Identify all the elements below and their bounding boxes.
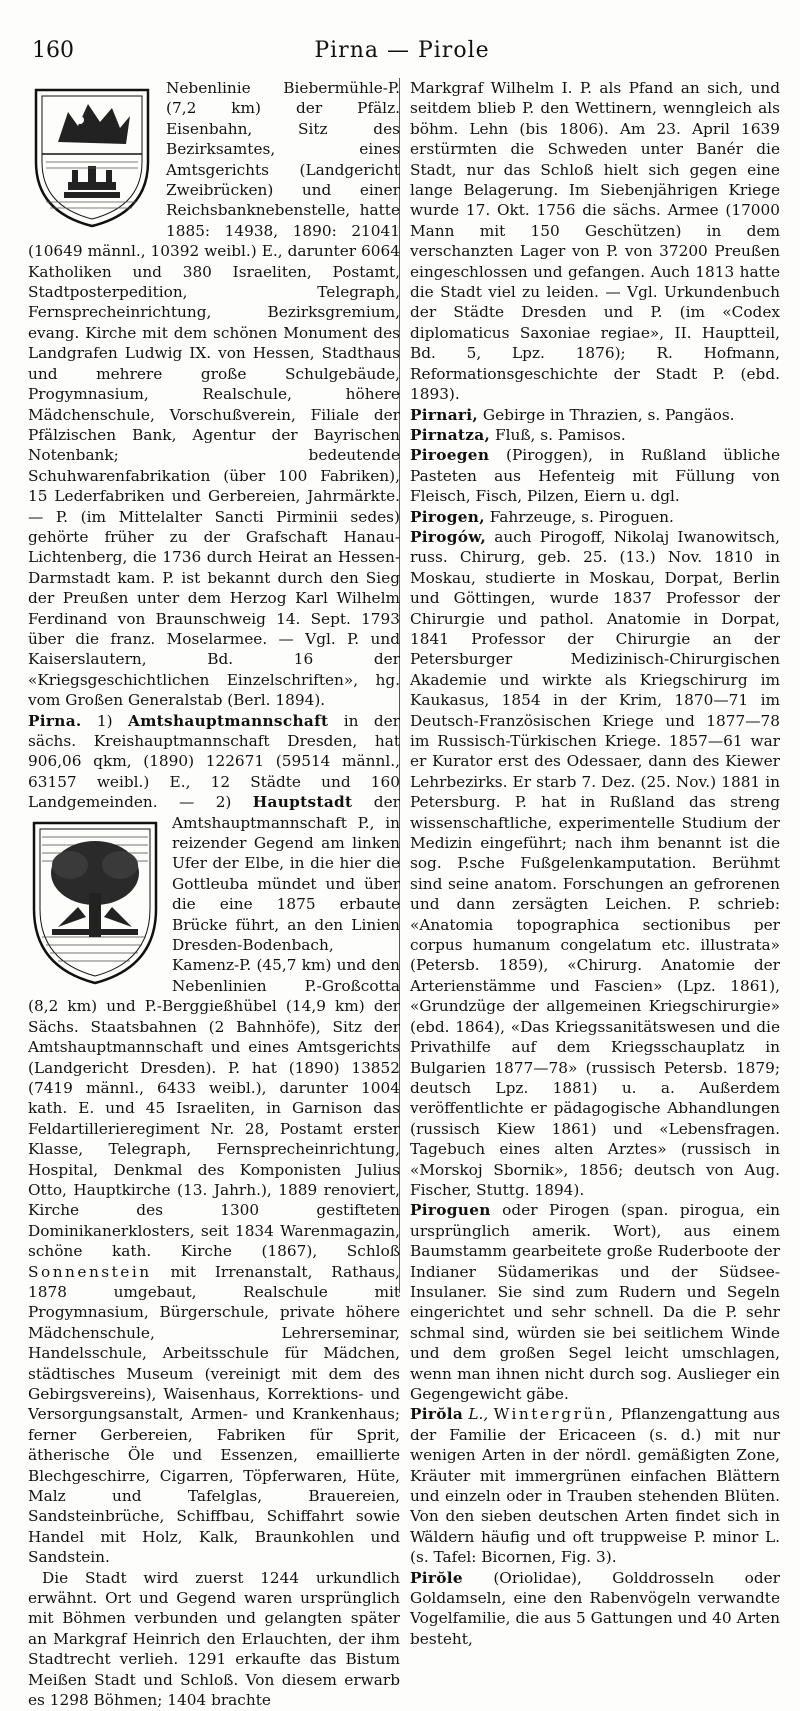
subheading-hauptstadt: Hauptstadt: [252, 793, 353, 812]
page-title: Pirna — Pirole: [314, 38, 490, 63]
pirna-entry: [28, 711, 400, 1568]
headword-piroegen: Piroegen: [410, 446, 490, 465]
pirnatza-text: Fluß, s. Pamisos.: [494, 425, 626, 444]
pirnatza-entry: [410, 425, 780, 445]
headword-pirole: Pirŏle: [410, 1568, 463, 1587]
pirola-author: L.,: [468, 1405, 489, 1424]
pirna-coat-of-arms: [28, 817, 162, 987]
pirola-text: Pflanzengattung aus der Familie der Ericaceen (s. d.) mit nur wenigen Arten in der nördl. gemäßigten Zone, Kräuter mit immergrünen einfachen Blättern und einzeln oder in Trauben stehenden Blüten. Von den sieben deutschen Arten findet sich in Wäldern häufig und oft truppweise P. minor L. (s. Tafel: Bicornen, Fig. 3).: [410, 1405, 780, 1567]
pirna-text-3: mit Irrenanstalt, Rathaus, 1878 umgebaut, Realschule mit Progymnasium, Bürgerschule, private höhere Mädchenschule, Lehrerseminar, Handelsschule, Arbeitsschule für Mädchen, städtisches Museum (vereinigt mit dem des Gebirgsvereins), Waisenhaus, Korrektions- und Versorgungsanstalt, Armen- und Krankenhaus; ferner Gerbereien, Fabriken für Sprit, ätherische Öle und Essenzen, emaillierte Blechgeschirre, Cigarren, Töpferwaren, Hüte, Malz und Tafelglas, Brauereien, Sandsteinbrüche, Schiffbau, Schiffahrt sowie Handel mit Holz, Kalk, Braunkohlen und Sandstein.: [28, 1262, 400, 1567]
pirnari-text: Gebirge in Thrazien, s. Pangäos.: [482, 405, 735, 424]
sense-number: 1): [96, 711, 113, 730]
left-column: [28, 78, 400, 1710]
pirola-entry: [410, 1404, 780, 1567]
pirmasens-entry-text: Nebenlinie Biebermühle-P. (7,2 km) der Pfälz. Eisenbahn, Sitz des Bezirksamtes, eines Amtsgerichts (Landgericht Zweibrücken) und einer Reichsbanknebenstelle, hatte 1885: 14938, 1890: 21041 (10649 männl., 10392 weibl.) E., darunter 6064 Katholiken und 380 Israeliten, Postamt, Stadtposterpedition, Telegraph, Fernsprecheinrichtung, Bezirksgremium, evang. Kirche mit dem schönen Monument des Landgrafen Ludwig IX. von Hessen, Stadthaus und mehrere große Schulgebäude, Progymnasium, Realschule, höhere Mädchenschule, Vorschußverein, Filiale der Pfälzischen Bank, Agentur der Bayrischen Notenbank; bedeutende Schuhwarenfabrikation (über 100 Fabriken), 15 Lederfabriken und Gerbereien, Jahrmärkte. — P. (im Mittelalter Sancti Pirminii sedes) gehörte früher zu der Grafschaft Hanau-Lichtenberg, die 1736 durch Heirat an Hessen-Darmstadt kam. P. ist bekannt durch den Sieg der Preußen unter dem Herzog Karl Wilhelm Ferdinand von Braunschweig 14. Sept. 1793 über die franz. Moselarmee. — Vgl. P. und Kaiserslautern, Bd. 16 der «Kriegsgeschichtlichen Einzelschriften», hg. vom Großen Generalstab (Berl. 1894).: [28, 79, 400, 710]
headword-pirogow: Pirogów,: [410, 527, 487, 546]
pirogen-entry: [410, 507, 780, 527]
piroguen-entry: [410, 1200, 780, 1404]
headword-piroguen: Piroguen: [410, 1201, 491, 1220]
pirole-entry: [410, 1568, 780, 1650]
headword-pirnari: Pirnari,: [410, 405, 479, 424]
pirola-common-name: Wintergrün,: [493, 1405, 616, 1424]
pirna-history: Die Stadt wird zuerst 1244 urkundlich erwähnt. Ort und Gegend waren ursprünglich mit Böhmen verbunden und gelangten später an Markgraf Heinrich den Erlauchten, der ihm Stadtrecht verlieh. 1291 erkaufte das Bistum Meißen Stadt und Schloß. Von diesem erwarb es 1298 Böhmen; 1404 brachte: [28, 1568, 400, 1710]
page-number: 160: [32, 38, 74, 63]
headword-pirola: Pirŏla: [410, 1405, 464, 1424]
pirna-text-1: in der sächs. Kreishauptmannschaft Dresden, hat 906,06 qkm, (1890) 122671 (59514 männl., 63157 weibl.) E., 12 Städte und 160 Landgemeinden. — 2): [28, 711, 400, 812]
pirna-text-2: der Amtshauptmannschaft P., in reizender Gegend am linken Ufer der Elbe, in die hier die Gottleuba mündet und über die eine 1875 erbaute Brücke führt, an den Linien Dresden-Bodenbach, Kamenz-P. (45,7 km) und den Nebenlinien P.-Großcotta (8,2 km) und P.-Berggießhübel (14,9 km) der Sächs. Staatsbahnen (2 Bahnhöfe), Sitz der Amtshauptmannschaft und eines Amtsgerichts (Landgericht Dresden). P. hat (1890) 13852 (7419 männl., 6433 weibl.), darunter 1004 kath. E. und 45 Israeliten, in Garnison das Feldartillerieregiment Nr. 28, Postamt erster Klasse, Telegraph, Fernsprecheinrichtung, Hospital, Denkmal des Komponisten Julius Otto, Hauptkirche (13. Jahrh.), 1889 renoviert, Kirche des 1300 gestifteten Dominikanerklosters, seit 1834 Warenmagazin, schöne kath. Kirche (1867), Schloß: [28, 793, 400, 1261]
page-header: [32, 38, 772, 68]
headword-pirna: Pirna.: [28, 711, 82, 730]
pirogow-entry: [410, 527, 780, 1200]
sonnenstein-term: Sonnenstein: [28, 1262, 152, 1281]
pirogen-text: Fahrzeuge, s. Piroguen.: [489, 507, 674, 526]
pirmasens-coat-of-arms: [28, 82, 156, 230]
pirogow-text: auch Pirogoff, Nikolaj Iwanowitsch, russ. Chirurg, geb. 25. (13.) Nov. 1810 in Moskau, studierte in Moskau, Dorpat, Berlin und Göttingen, wurde 1837 Professor der Chirurgie und pathol. Anatomie in Dorpat, 1841 Professor der Chirurgie an der Petersburger Medizinisch-Chirurgischen Akademie und wirkte als Kriegschirurg im Kaukasus, 1854 in der Krim, 1870—71 im Deutsch-Französischen Kriege und 1877—78 im Russisch-Türkischen Kriege. 1857—61 war er Kurator erst des Odessaer, dann des Kiewer Lehrbezirks. Er starb 7. Dez. (25. Nov.) 1881 in Petersburg. P. hat in Rußland das streng wissenschaftliche, experimentelle Studium der Medizin eingeführt; nach ihm benannt ist die sog. P.sche Fußgelenkamputation. Berühmt sind seine anatom. Forschungen an gefrorenen und dann zersägten Leichen. P. schrieb: «Anatomia topographica sectionibus per corpus humanum congelatum etc. illustrata» (Petersb. 1859), «Chirurg. Anatomie der Arterienstämme und Fascien» (Lpz. 1861), «Grundzüge der allgemeinen Kriegschirurgie» (ebd. 1864), «Das Kriegssanitätswesen und die Privathilfe auf dem Kriegsschauplatz in Bulgarien 1877—78» (russisch Petersb. 1879; deutsch Lpz. 1881) u. a. Außerdem veröffentlichte er pädagogische Abhandlungen (russisch Kiew 1861) und «Lebensfragen. Tagebuch eines alten Arztes» (russisch in «Morskoj Sbornik», 1856; deutsch von Aug. Fischer, Stuttg. 1894).: [410, 527, 780, 1199]
piroegen-text: (Piroggen), in Rußland übliche Pasteten aus Hefenteig mit Füllung von Fleisch, Fisch, Pilzen, Eiern u. dgl.: [410, 446, 780, 506]
subheading-amtshauptmannschaft: Amtshauptmannschaft: [128, 711, 329, 730]
piroegen-entry: [410, 445, 780, 506]
pirnari-entry: [410, 405, 780, 425]
headword-pirnatza: Pirnatza,: [410, 425, 491, 444]
piroguen-text: oder Pirogen (span. pirogua, ein ursprünglich amerik. Wort), aus einem Baumstamm gearbeitete große Ruderboote der Indianer Südamerikas und der Südsee-Insulaner. Sie sind zum Rudern und Segeln eingerichtet und sehr schnell. Da die P. sehr schmal sind, würden sie bei seitlichem Winde und dem großen Segel leicht umschlagen, wenn man ihnen nicht durch sog. Auslieger ein Gegengewicht gäbe.: [410, 1201, 780, 1403]
headword-pirogen: Pirogen,: [410, 507, 485, 526]
pirna-history-continued: Markgraf Wilhelm I. P. als Pfand an sich, und seitdem blieb P. den Wettinern, wenngleich als böhm. Lehn (bis 1806). Am 23. April 1639 erstürmten die Schweden unter Banér die Stadt, nur das Schloß hielt sich gegen eine lange Belagerung. Im Siebenjährigen Kriege wurde 17. Okt. 1756 die sächs. Armee (17000 Mann mit 150 Geschützen) in dem verschanzten Lager von P. von 37200 Preußen eingeschlossen und gefangen. Auch 1813 hatte die Stadt viel zu leiden. — Vgl. Urkundenbuch der Städte Dresden und P. (im «Codex diplomaticus Saxoniae regiae», II. Hauptteil, Bd. 5, Lpz. 1876); R. Hofmann, Reformationsgeschichte der Stadt P. (ebd. 1893).: [410, 79, 780, 404]
right-column: [410, 78, 780, 1648]
pirole-text: (Oriolidae), Golddrosseln oder Goldamseln, eine den Rabenvögeln verwandte Vogelfamilie, die aus 5 Gattungen und 40 Arten besteht,: [410, 1568, 780, 1648]
